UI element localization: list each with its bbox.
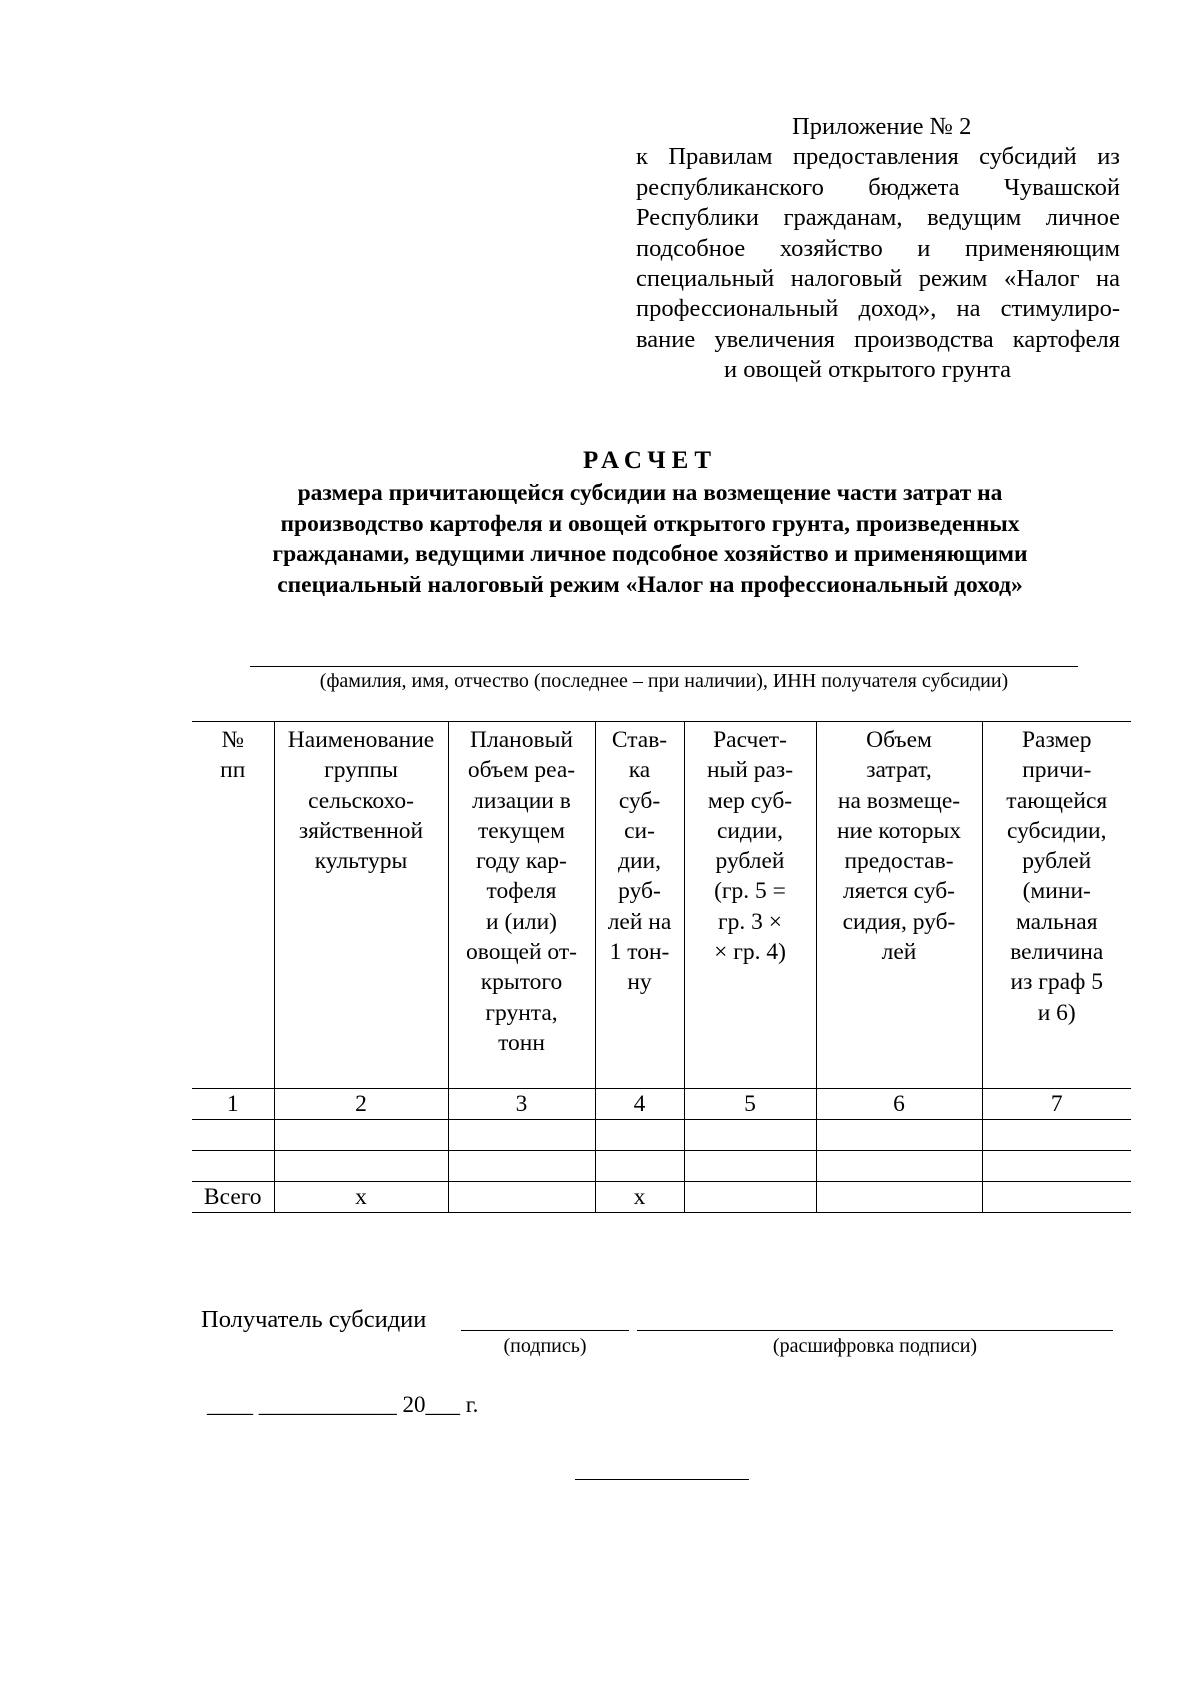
calculation-table — [192, 721, 1131, 1213]
table-header-line: овощей от- — [466, 939, 577, 966]
table-header-line: на возмеще- — [837, 787, 961, 814]
signature-label: Получатель субсидии — [201, 1306, 427, 1333]
table-cell[interactable] — [448, 1151, 595, 1182]
table-header-line: тонн — [498, 1029, 545, 1056]
date-field[interactable]: ____ ____________ 20___ г. — [207, 1392, 479, 1417]
appendix-line: республиканского бюджета Чувашской — [636, 173, 1120, 201]
document-subtitle-line: гражданами, ведущими личное подсобное хозяйство и применяющими — [272, 541, 1028, 567]
table-header-line: ляется суб- — [843, 878, 955, 905]
table-header-line: рублей — [1022, 848, 1092, 875]
column-number-row — [192, 1089, 1131, 1120]
table-header-cell — [274, 722, 448, 1089]
table-header-line: причи- — [1022, 757, 1092, 784]
table-cell[interactable] — [595, 1120, 684, 1151]
total-row — [192, 1182, 1131, 1213]
table-cell[interactable] — [595, 1151, 684, 1182]
table-header-line: си- — [624, 817, 655, 844]
table-header-line: № — [221, 727, 244, 753]
table-header-cell — [192, 722, 274, 1089]
table-header-line: мер суб- — [707, 787, 793, 814]
table-cell[interactable] — [816, 1151, 982, 1182]
table-header-line: сидии, — [717, 817, 783, 844]
table-header-line: суб- — [618, 787, 661, 814]
total-cell[interactable] — [982, 1182, 1131, 1213]
document-subtitle-line: специальный налоговый режим «Налог на профессиональный доход» — [277, 571, 1023, 598]
table-cell[interactable] — [274, 1120, 448, 1151]
table-header-cell — [448, 722, 595, 1089]
table-header-line: 1 тон- — [609, 939, 670, 966]
table-header-cell — [816, 722, 982, 1089]
table-header-line: крытого — [480, 969, 563, 996]
document-subtitle-line: размера причитающейся субсидии на возмещение части затрат на — [297, 480, 1003, 506]
appendix-line: к Правилам предоставления субсидий из — [636, 143, 1120, 171]
document-subtitle-line: производство картофеля и овощей открытого грунта, произведенных — [280, 510, 1020, 537]
table-header-line: Расчет- — [713, 727, 787, 753]
table-header-line: дии, — [618, 848, 661, 875]
column-number: 1 — [192, 1089, 274, 1120]
column-number: 5 — [684, 1089, 816, 1120]
column-number: 2 — [274, 1089, 448, 1120]
table-header-cell — [684, 722, 816, 1089]
signature-decode-caption: (расшифровка подписи) — [772, 1335, 978, 1357]
table-header-line: мальная — [1015, 908, 1098, 935]
column-number: 7 — [982, 1089, 1131, 1120]
table-header-line: пп — [220, 757, 246, 784]
table-header-line: субсидии, — [1006, 817, 1107, 844]
table-cell[interactable] — [684, 1151, 816, 1182]
table-header-line: и (или) — [486, 908, 557, 935]
recipient-caption: (фамилия, имя, отчество (последнее – при наличии), ИНН получателя субсидии) — [319, 670, 1009, 692]
table-header-line: Наименование — [287, 727, 435, 753]
column-number: 3 — [448, 1089, 595, 1120]
table-cell[interactable] — [816, 1120, 982, 1151]
table-header-line: объем реа- — [467, 757, 576, 784]
appendix-line: подсобное хозяйство и применяющим — [636, 234, 1120, 262]
table-header-line: затрат, — [866, 757, 932, 784]
appendix-block — [636, 112, 1120, 386]
appendix-line: и овощей открытого грунта — [724, 356, 1012, 384]
table-cell[interactable] — [192, 1120, 274, 1151]
footer-divider — [575, 1479, 749, 1480]
table-header-line: из граф 5 — [1010, 969, 1103, 996]
table-header-cell — [595, 722, 684, 1089]
table-header-line: Плановый — [470, 727, 573, 753]
table-header-line: зяйственной — [298, 817, 424, 844]
table-header-line: тофеля — [486, 878, 557, 905]
appendix-line: вание увеличения производства картофеля — [636, 325, 1120, 353]
table-header-line: сидия, руб- — [842, 908, 956, 935]
appendix-line: специальный налоговый режим «Налог на — [636, 265, 1120, 293]
recipient-name-line[interactable] — [250, 666, 1078, 667]
table-header-line: предостав- — [844, 848, 954, 875]
table-header-line: лей — [881, 939, 917, 966]
table-header-line: Объем — [866, 727, 932, 753]
total-cell: х — [595, 1182, 684, 1213]
signature-line[interactable] — [461, 1330, 629, 1331]
table-header-line: ный раз- — [706, 757, 794, 784]
table-header-row — [192, 722, 1131, 1089]
table-header-line: ну — [627, 969, 652, 996]
table-cell[interactable] — [982, 1120, 1131, 1151]
table-header-line: ние которых — [836, 817, 962, 844]
table-header-line: Размер — [1021, 727, 1092, 753]
total-label: Всего — [192, 1182, 274, 1213]
table-header-line: гр. 3 × — [717, 908, 783, 935]
appendix-line: профессиональный доход», на стимулиро- — [636, 295, 1120, 323]
table-header-cell — [982, 722, 1131, 1089]
document-heading — [200, 444, 1100, 600]
table-cell[interactable] — [982, 1151, 1131, 1182]
table-header-line: текущем — [478, 817, 565, 844]
total-cell[interactable] — [816, 1182, 982, 1213]
table-header-line: руб- — [618, 878, 661, 905]
table-header-line: (мини- — [1022, 878, 1091, 905]
total-cell[interactable] — [448, 1182, 595, 1213]
table-header-line: рублей — [715, 848, 785, 875]
table-header-line: тающейся — [1006, 787, 1108, 814]
table-header-line: году кар- — [476, 848, 567, 875]
column-number: 6 — [816, 1089, 982, 1120]
table-header-line: величина — [1010, 939, 1104, 966]
table-header-line: сельскохо- — [308, 787, 414, 814]
table-row — [192, 1151, 1131, 1182]
table-header-line: лизации в — [472, 787, 571, 814]
table-cell[interactable] — [448, 1120, 595, 1151]
column-number: 4 — [595, 1089, 684, 1120]
table-header-line: (гр. 5 = — [714, 878, 786, 905]
table-cell[interactable] — [192, 1151, 274, 1182]
table-header-line: × гр. 4) — [714, 939, 786, 966]
table-header-line: и 6) — [1037, 999, 1076, 1026]
table-cell[interactable] — [684, 1120, 816, 1151]
total-cell: х — [274, 1182, 448, 1213]
signature-caption: (подпись) — [503, 1335, 587, 1357]
table-header-line: ка — [628, 757, 651, 784]
table-header-line: грунта, — [485, 999, 558, 1026]
table-header-line: группы — [324, 757, 398, 784]
table-header-line: лей на — [607, 908, 672, 935]
table-header-line: Став- — [611, 727, 668, 753]
table-cell[interactable] — [274, 1151, 448, 1182]
total-cell[interactable] — [684, 1182, 816, 1213]
table-row — [192, 1120, 1131, 1151]
table-header-line: культуры — [314, 848, 408, 875]
appendix-line: Республики гражданам, ведущим личное — [636, 204, 1120, 232]
appendix-title: Приложение № 2 — [792, 113, 972, 140]
signature-decode-line[interactable] — [637, 1330, 1113, 1331]
document-title: РАСЧЕТ — [582, 447, 717, 474]
